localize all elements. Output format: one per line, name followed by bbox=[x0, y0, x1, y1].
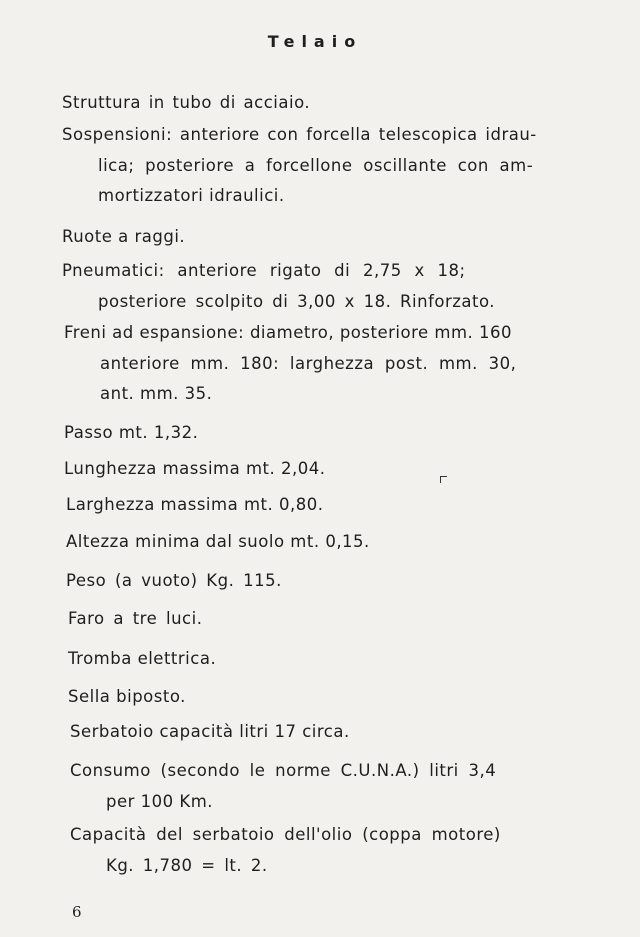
spec-line: Kg. 1,780 = lt. 2. bbox=[106, 855, 268, 875]
spec-line: Sella biposto. bbox=[68, 687, 186, 706]
spec-line: Peso (a vuoto) Kg. 115. bbox=[66, 571, 282, 590]
spec-line: Struttura in tubo di acciaio. bbox=[62, 93, 311, 112]
spec-line: lica; posteriore a forcellone oscillante con am- bbox=[98, 155, 534, 175]
spec-entry bbox=[64, 318, 516, 410]
spec-entry bbox=[68, 644, 216, 675]
spec-entry bbox=[70, 820, 501, 881]
spec-line: Tromba elettrica. bbox=[68, 649, 217, 668]
spec-entry bbox=[62, 256, 495, 317]
spec-line: anteriore mm. 180: larghezza post. mm. 30, bbox=[100, 353, 517, 373]
spec-entry bbox=[70, 717, 350, 748]
spec-entry bbox=[68, 682, 186, 713]
spec-line: Freni ad espansione: diametro, posteriore mm. 160 bbox=[64, 323, 513, 342]
spec-entry bbox=[66, 566, 282, 597]
spec-line: posteriore scolpito di 3,00 x 18. Rinforzato. bbox=[98, 291, 496, 311]
spec-entry bbox=[68, 604, 202, 635]
spec-entry bbox=[62, 88, 310, 119]
spec-line: Lunghezza massima mt. 2,04. bbox=[64, 459, 326, 478]
spec-line: Serbatoio capacità litri 17 circa. bbox=[70, 722, 350, 741]
spec-line: Sospensioni: anteriore con forcella telescopica idrau- bbox=[62, 125, 537, 144]
spec-entry bbox=[70, 756, 496, 817]
spec-entry bbox=[64, 418, 198, 449]
spec-entry bbox=[66, 527, 370, 558]
spec-entry bbox=[66, 490, 323, 521]
spec-line: ant. mm. 35. bbox=[100, 384, 213, 403]
spec-entry bbox=[64, 454, 325, 485]
spec-line: per 100 Km. bbox=[106, 791, 214, 811]
spec-line: mortizzatori idraulici. bbox=[98, 186, 285, 205]
spec-line: Faro a tre luci. bbox=[68, 609, 203, 628]
spec-entry bbox=[62, 120, 537, 212]
spec-line: Larghezza massima mt. 0,80. bbox=[66, 495, 324, 514]
spec-line: Consumo (secondo le norme C.U.N.A.) litri 3,4 bbox=[70, 761, 497, 780]
spec-line: Pneumatici: anteriore rigato di 2,75 x 18; bbox=[62, 261, 466, 280]
spec-line: Altezza minima dal suolo mt. 0,15. bbox=[66, 532, 370, 551]
spec-line: Passo mt. 1,32. bbox=[64, 423, 199, 442]
spec-line: Ruote a raggi. bbox=[62, 227, 186, 246]
page-number: 6 bbox=[72, 903, 82, 921]
print-speck bbox=[440, 476, 447, 483]
page-title: Telaio bbox=[267, 32, 363, 51]
spec-line: Capacità del serbatoio dell'olio (coppa motore) bbox=[70, 825, 501, 844]
spec-entry bbox=[62, 222, 185, 253]
